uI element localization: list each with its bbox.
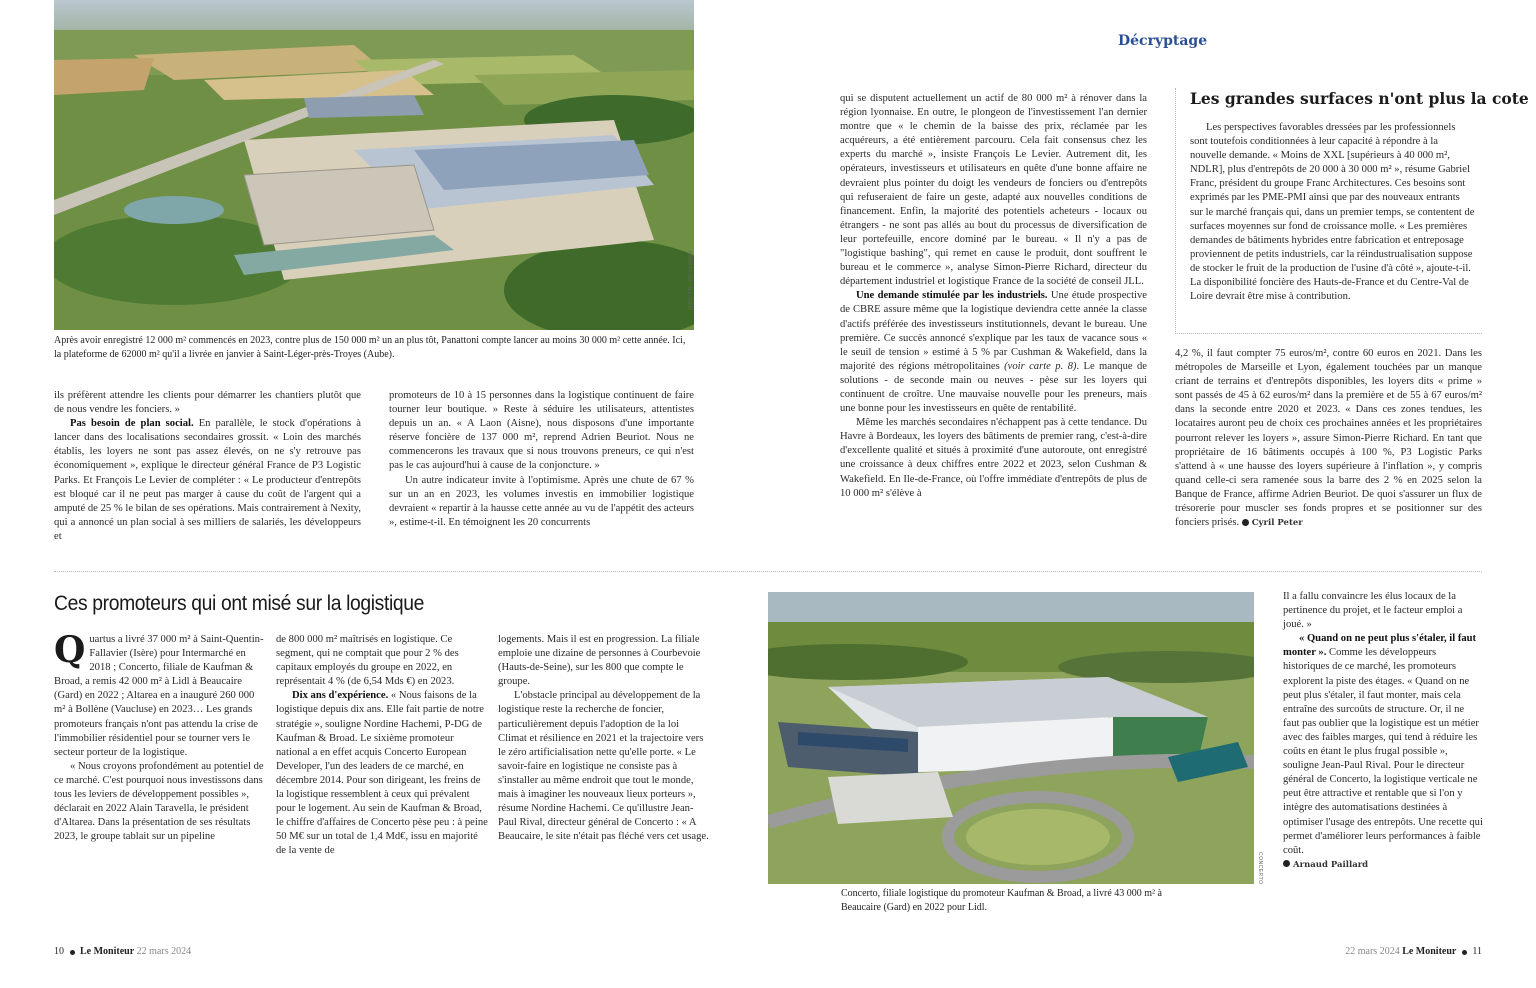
concerto-site-photo [768,592,1254,884]
paragraph-text: « Nous faisons de la logistique depuis dix ans. Elle fait partie de notre stratégie », souligne Nordine Hachemi, P-DG de Kaufman & Broad. Le sixième promoteur national a en effet acquis Concerto European Developer, l'un des leaders de ce marché, en décembre 2014. Pour son dirigeant, les freins de la logistique ressemblent à ceux qui prévalent pour le logement. Au sein de Kaufman & Broad, le chiffre d'affaires de Concerto pèse peu : à peine 50 M€ sur un total de 1,4 Md€, issu en majorité de la vente de [276,690,488,857]
aerial-photo-illustration [768,592,1254,884]
paragraph [276,689,488,858]
paragraph-text: 4,2 %, il faut compter 75 euros/m², contre 60 euros en 2021. Dans les métropoles de Marseille et Lyon, également touchées par un manque criant de terrains et d'entrepôts disponibles, les loyers dits « prime » sont passés de 45 à 62 euros/m² dans la première et de 55 à 67 euros/m² dans la seconde entre 2020 et 2023. « Dans ces zones tendues, les locataires auront peu de choix ces prochaines années et les propriétaires pourront relever les loyers », assure Simon-Pierre Richard. En tant que propriétaire de 16 bâtiments occupés à 100 %, P3 Logistic Parks s'attend à « une hausse des loyers supérieure à l'inflation », y compris quand celle-ci sera ramenée sous la barre des 2 % en 2025 selon la Banque de France, affirme Adrien Beuriot. De quoi s'assurer un flux de trésorerie pour muscler ses fonds propres et se positionner sur des fonciers prisés. [1175,348,1482,529]
photo-credit: PANATTONI-JLL-GDM [686,250,692,310]
cross-reference: (voir carte p. 8) [1004,360,1077,372]
subhead: Pas besoin de plan social. [70,418,194,430]
sidebar-title: Les grandes surfaces n'ont plus la cote [1190,89,1529,108]
article2-column-2 [276,633,488,859]
paragraph-text: Comme les développeurs historiques de ce marché, les promoteurs explorent la piste des étages. « Quand on ne peut plus s'étaler, il faut monter, mais cela entraîne des surcoûts de structure. Or, il ne faut pas oublier que la logistique est un métier avec des faibles marges, qui tend à réduire les coûts en étant le plus frugal possible », souligne Jean-Paul Rival. Pour le directeur général de Concerto, la logistique verticale ne peut être attractive et rentable que si l'on y intègre des automatisations destinées à optimiser l'usage des entrepôts. Une recette qui permet d'améliorer leurs performances à faible coût. [1283,647,1483,856]
article2-column-4 [1283,590,1483,872]
publication-title: Le Moniteur [80,946,135,957]
page-number: 10 [54,946,64,957]
photo-caption: Concerto, filiale logistique du promoteur Kaufman & Broad, a livré 43 000 m² à Beaucaire (Gard) en 2022 pour Lidl. [841,888,1162,913]
section-rubric: Décryptage [1118,33,1208,49]
photo-credit: CONCERTO [1257,852,1263,885]
page-number: 11 [1472,946,1482,957]
author-signature: Arnaud Paillard [1293,859,1369,870]
bullet-icon [1283,860,1290,867]
paragraph: Il a fallu convaincre les élus locaux de la pertinence du projet, et le facteur emploi a joué. » [1283,591,1463,631]
paragraph [1283,632,1483,858]
paragraph [54,629,264,760]
article-title: Ces promoteurs qui ont misé sur la logistique [54,592,425,615]
sidebar-border-left [1175,88,1176,332]
paragraph: promoteurs de 10 à 15 personnes dans la logistique continuent de faire tourner leur boutique. » Reste à séduire les utilisateurs, attentistes depuis un an. « A Laon (Aisne), nous disposons d'une importante réserve foncière de 137 000 m², reprend Adrien Beuriot. Nous ne commencerons les travaux que si nous trouvons preneurs, ce qui n'est pas le cas aujourd'hui à cause de la conjoncture. » [389,390,694,472]
paragraph-text: uartus a livré 37 000 m² à Saint-Quentin-Fallavier (Isère) pour Intermarché en 2018 ; Concerto, filiale de Kaufman & Broad, a remis 42 000 m² à Lidl à Beaucaire (Gard) en 2022 ; Altarea en a inauguré 260 000 m² à Bollène (Vaucluse) en 2023… Les grands promoteurs français n'ont pas attendu la crise de l'immobilier résidentiel pour se tourner vers le secteur porteur de la logistique. [54,634,264,758]
paragraph-text: Une étude prospective de CBRE assure même que la logistique deviendra cette année la classe d'actifs préférée des investisseurs institutionnels, devant le bureau. Une première. Ce succès annoncé s'explique par les taux de vacance sous « le seuil de tension » estimé à 5 % par Cushman & Wakefield, dans la majorité des régions métropolitaines [840,290,1147,372]
bullet-icon [1462,950,1467,955]
article2-column-3 [498,633,710,844]
paragraph-text: En parallèle, le stock d'opérations à lancer dans des localisations secondaires grossit. « Loin des marchés établis, les loyers ne sont pas assez élevés, on ne s'y retrouve pas économiquement », explique le directeur général France de P3 Logistic Parks. Et François Le Levier de compléter : « Le producteur d'entrepôts est bloqué car il ne peut pas marger à cause du coût de l'argent qui a amputé de 25 % le bilan de ses opérations. Mais contrairement à Nexity, qui a annoncé un plan social à ses milliers de salariés, les développeurs et [54,418,361,542]
sidebar-body [1190,121,1475,304]
paragraph [1175,347,1482,530]
article-column-1 [54,389,361,544]
paragraph: L'obstacle principal au développement de la logistique reste la recherche de foncier, particulièrement depuis l'adoption de la loi Climat et résilience en 2021 et la trajectoire vers le zéro artificialisation nette qu'elle porte. « Le savoir-faire en logistique ne consiste pas à s'installer au même endroit que tout le monde, mais à imaginer les nouveaux lieux porteurs », résume Nordine Hachemi. Ce qu'illustre Jean-Paul Rival, directeur général de Concerto : « A Beaucaire, le site n'était pas fléché vers cet usage. [498,690,709,843]
page-folio-right [1345,946,1482,957]
photo-caption: Après avoir enregistré 12 000 m² commencés en 2023, contre plus de 150 000 m² un an plus tôt, Panattoni compte lancer au moins 30 000 m² cette année. Ici, la plateforme de 62000 m² qu'il a livrée en janvier à Saint-Léger-près-Troyes (Aube). [54,335,686,360]
aerial-photo-illustration [54,0,694,330]
section-divider [54,571,1482,572]
article2-column-1 [54,629,264,844]
bullet-icon [1242,519,1249,526]
article-column-3 [840,92,1147,501]
panattoni-site-photo [54,0,694,330]
signature-line [1283,858,1483,872]
paragraph: Les perspectives favorables dressées par les professionnels sont toutefois conditionnées à leur capacité à répondre à la nouvelle demande. « Moins de XXL [supérieurs à 40 000 m², NDLR], plus d'entrepôts de 20 000 à 30 000 m² », résume Gabriel Franc, président du groupe Franc Architectures. Ces besoins sont exprimés par les PME-PMI ainsi que par des nouveaux entrants sur le marché français qui, dans un premier temps, se contentent de surfaces moyennes sur fond de croissance molle. « Les premières demandes de bâtiments hybrides entre fabrication et entreposage proviennent de petits industriels, car la réindustrualisation suppose de stocker le fruit de la production de l'usine d'à côté », ajoute-t-il. La disponibilité foncière des Hauts-de-France et du Centre-Val de Loire devrait être mise à contribution. [1190,122,1475,303]
paragraph: « Nous croyons profondément au potentiel de ce marché. C'est pourquoi nous investissons dans tous les leviers de développement possibles », déclarait en 2022 Alain Taravella, le président d'Altarea. Dans la présentation de ses résultats 2023, le groupe tablait sur un pipeline [54,760,264,843]
bullet-icon [70,950,75,955]
drop-cap: Q [54,629,86,671]
paragraph-text: . Le manque de solutions - de seconde main ou neuves - pèse sur les loyers qui continuent de croître. Une mauvaise nouvelle pour les preneurs, mais une bonne pour les investisseurs en quête de rentabilité. [840,360,1147,415]
paragraph: logements. Mais il est en progression. La filiale emploie une dizaine de personnes à Courbevoie (Hauts-de-Seine), sur les 800 que compte le groupe. [498,634,701,688]
paragraph: Même les marchés secondaires n'échappent pas à cette tendance. Du Havre à Bordeaux, les loyers des bâtiments de premier rang, c'est-à-dire d'excellente qualité et situés à proximité d'une autoroute, ont enregistré une croissance à deux chiffres entre 2022 et 2023, selon Cushman & Wakefield. En Ile-de-France, où l'offre immédiate d'entrepôts de plus de 10 000 m² s'élève à [840,417,1147,499]
paragraph [840,289,1147,416]
paragraph: de 800 000 m² maîtrisés en logistique. Ce segment, qui ne comptait que pour 2 % des capitaux employés du groupe en 2022, en représentait 4 % (de 6,54 Mds €) en 2023. [276,634,459,688]
paragraph: ils préfèrent attendre les clients pour démarrer les chantiers plutôt que de nous vendre les fonciers. » [54,390,361,416]
subhead: « Quand on ne peut plus s'étaler, il faut monter ». [1283,633,1477,659]
paragraph: Un autre indicateur invite à l'optimisme. Après une chute de 67 % sur un an en 2023, les volumes investis en immobilier logistique devraient « repartir à la hausse cette année au vu de l'appétit des acteurs », estime-t-il. En témoignent les 20 concurrents [389,474,694,528]
subhead: Dix ans d'expérience. [292,690,389,702]
author-signature: Cyril Peter [1251,518,1303,529]
publication-title: Le Moniteur [1402,946,1457,957]
issue-date: 22 mars 2024 [136,946,192,957]
article-column-4 [1175,347,1482,530]
page-folio-left [54,946,191,957]
issue-date: 22 mars 2024 [1345,946,1400,957]
article-column-2 [389,389,694,530]
sidebar-border-bottom [1175,333,1482,334]
paragraph: qui se disputent actuellement un actif de 80 000 m² à rénover dans la région lyonnaise. En outre, le plongeon de l'investissement l'an dernier montre que « le chemin de la baisse des prix, réclamée par les acquéreurs, a été entièrement parcouru. Cela fait consensus chez les experts du marché », insiste François Le Levier. Autrement dit, les opérateurs, investisseurs et utilisateurs en quête d'une bonne affaire ne devraient plus pointer du doigt les vendeurs de fonciers ou d'entrepôts qui refuseraient de faire un geste, adapté aux nouvelles conditions de financement. Enfin, la majorité des potentiels acheteurs - locaux ou étrangers - ne sont pas allés au bout du processus de diversification de leur portefeuille, encore dominé par le bureau. « Il n'y a pas de "logistique bashing", qui remet en cause le produit, dont souffrent le bureau et le commerce », analyse Simon-Pierre Richard, directeur du département industriel et logistique France de la société de conseil JLL. [840,93,1147,288]
paragraph [54,417,361,544]
subhead: Une demande stimulée par les industriels. [856,290,1048,302]
